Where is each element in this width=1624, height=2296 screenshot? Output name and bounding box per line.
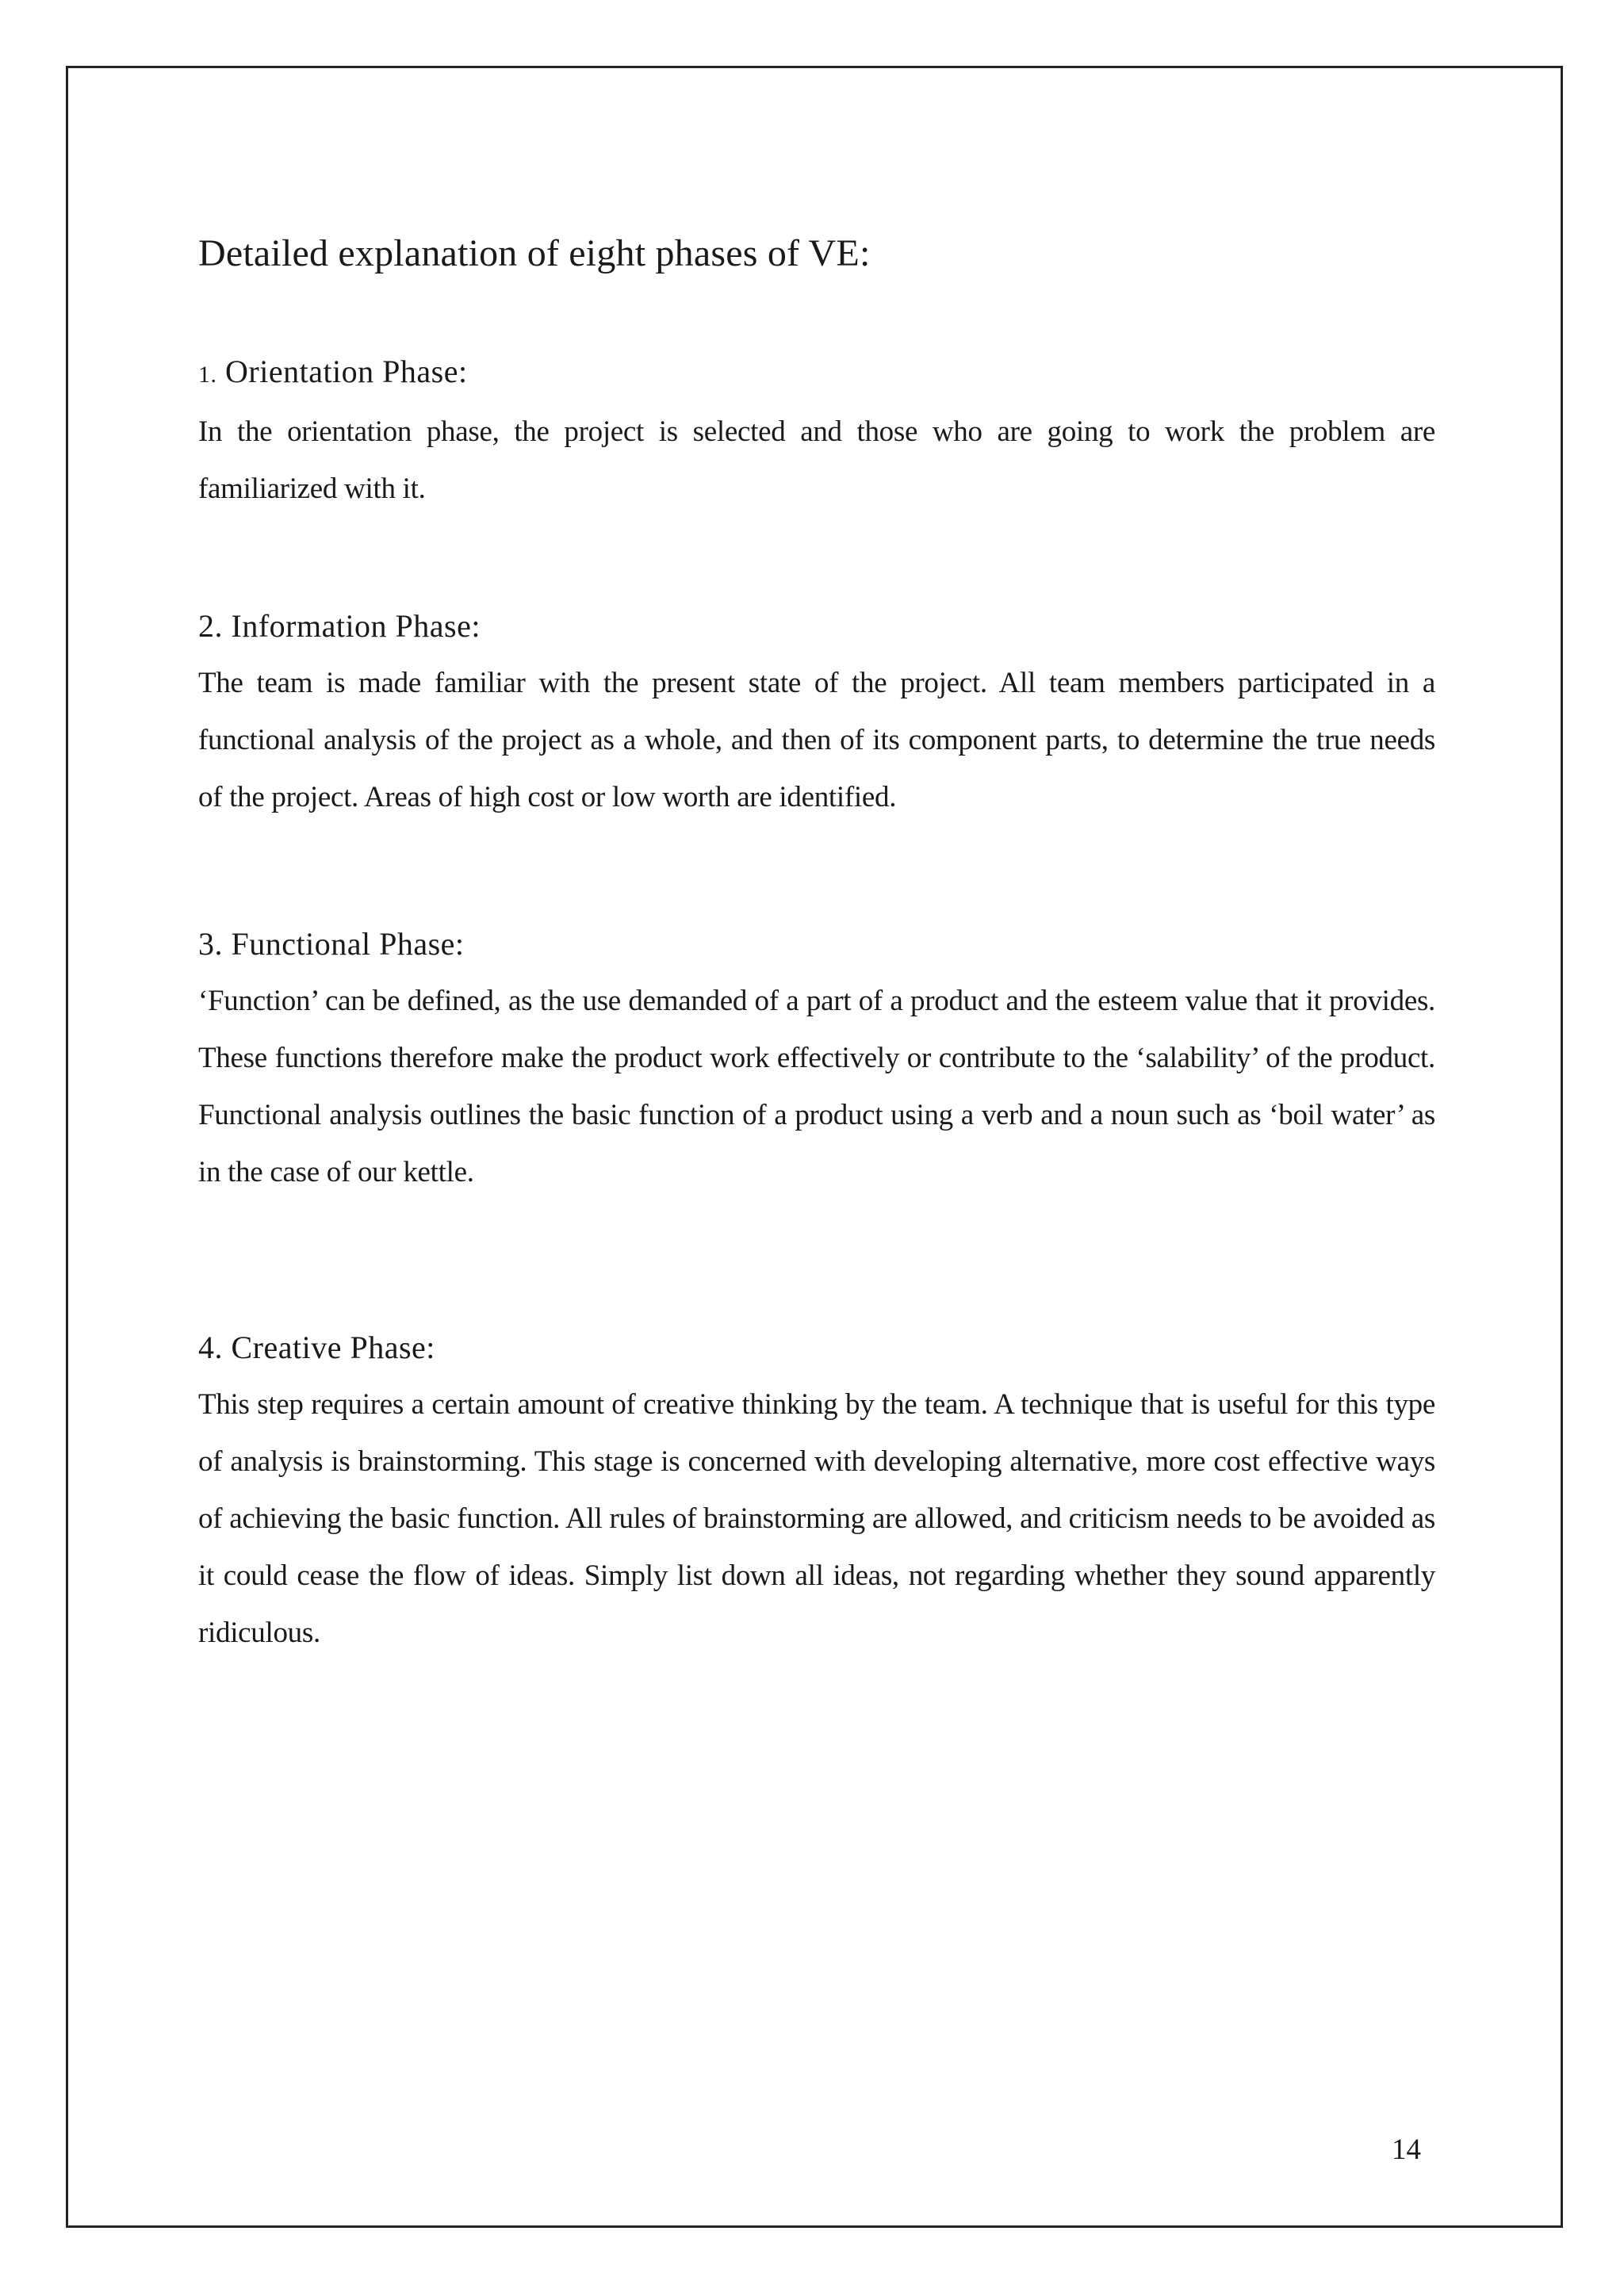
section-number: 4. [198,1330,223,1365]
section-body: The team is made familiar with the present state of the project. All team members participated in a functional analysis of the project as a whole, and then of its component parts, to determine the true needs of the project. Areas of high cost or low worth are identified. [198,667,1435,813]
section-heading [198,351,1435,396]
section-orientation-phase [198,351,1435,518]
page-number: 14 [1392,2133,1421,2166]
section-title: Orientation Phase: [225,354,468,389]
section-number: 1. [198,362,217,388]
section-heading [198,924,1435,965]
section-title: Information Phase: [231,608,481,644]
section-functional-phase [198,924,1435,1201]
section-title: Functional Phase: [231,926,465,962]
section-body: In the orientation phase, the project is selected and those who are going to work the problem are familiarized with it. [198,415,1435,505]
page-content [198,230,1435,1662]
section-body: This step requires a certain amount of creative thinking by the team. A technique that is useful for this type of analysis is brainstorming. This stage is concerned with developing alternative, more cost effective ways of achieving the basic function. All rules of brainstorming are allowed, and criticism needs to be avoided as it could cease the flow of ideas. Simply list down all ideas, not regarding whether they sound apparently ridiculous. [198,1388,1435,1649]
section-heading [198,1327,1435,1368]
section-number: 2. [198,608,223,644]
document-title: Detailed explanation of eight phases of VE: [198,232,871,274]
section-creative-phase [198,1327,1435,1662]
section-information-phase [198,606,1435,826]
section-number: 3. [198,926,223,962]
section-heading [198,606,1435,647]
section-title: Creative Phase: [231,1330,435,1365]
section-body: ‘Function’ can be defined, as the use demanded of a part of a product and the esteem value that it provides. These functions therefore make the product work effectively or contribute to the ‘salability’ of the product. Functional analysis outlines the basic function of a product using a verb and a noun such as ‘boil water’ as in the case of our kettle. [198,985,1435,1188]
